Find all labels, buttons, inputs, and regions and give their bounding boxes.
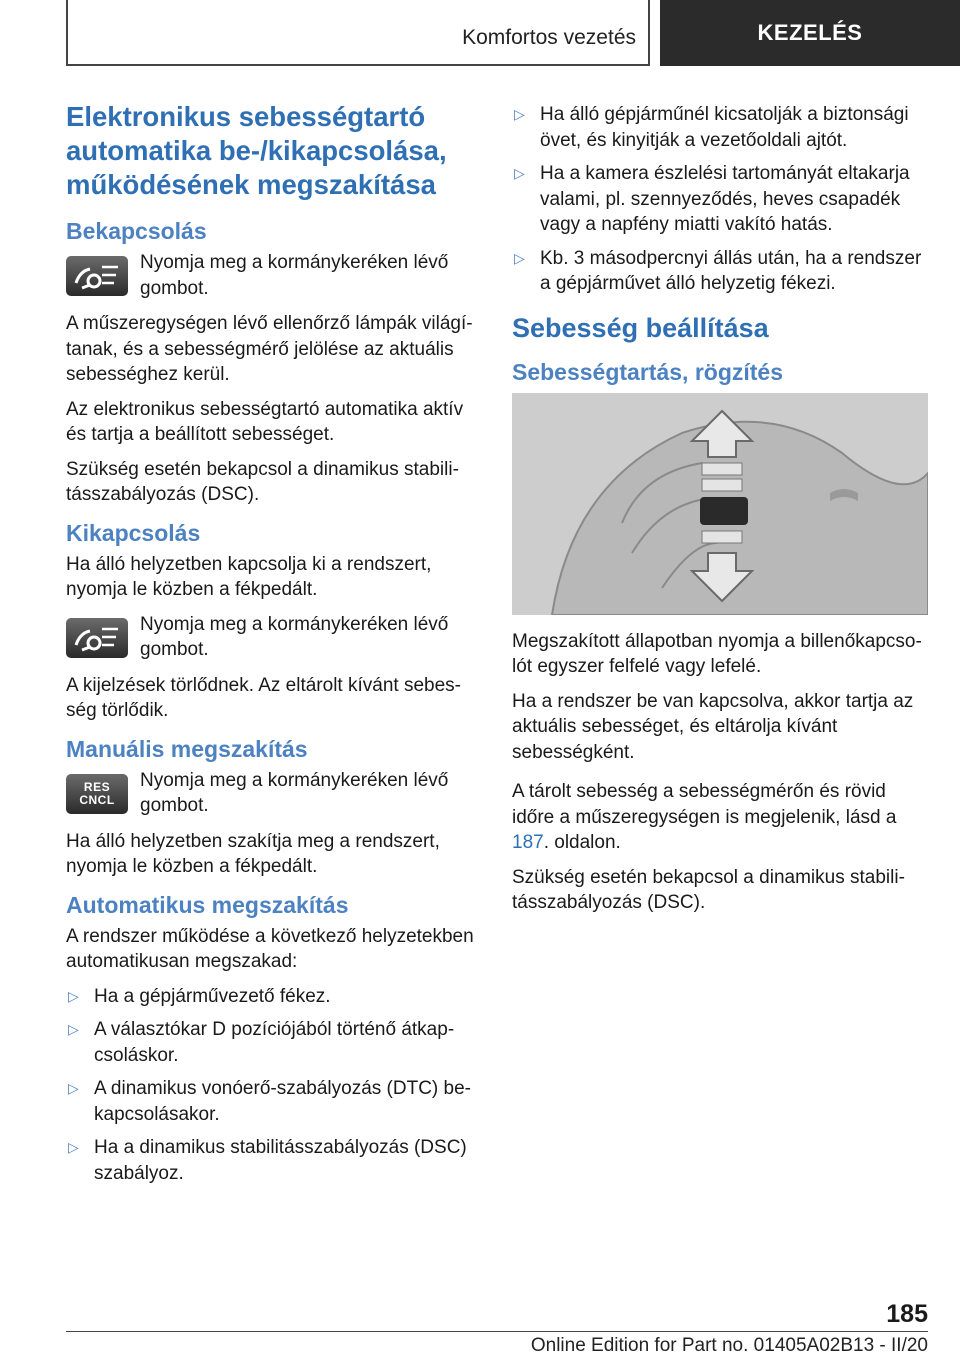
heading-off: Kikapcsolás: [66, 519, 201, 546]
steering-wheel-rocker-illustration: [512, 393, 928, 615]
list-item: ▷ A dinamikus vonóerő-szabályozás (DTC) bekapcsolásakor.: [68, 1078, 471, 1125]
manual-instruction-text: Nyomja meg a kormánykeréken lévő gombot.: [140, 769, 449, 816]
cruise-control-button-icon: [66, 256, 128, 296]
footer-edition: Online Edition for Part no. 01405A02B13 - II/20: [530, 1335, 928, 1356]
main-heading: Elektronikus sebességtartó automatika be-/kikapcsolása, működésének megszakítása: [66, 101, 447, 200]
section-title: Komfortos vezetés: [462, 26, 636, 49]
on-instruction-text: Nyomja meg a kormánykeréken lévő gombot.: [140, 252, 449, 299]
triangle-bullet-icon: ▷: [514, 165, 525, 181]
left-column: [66, 100, 478, 1194]
triangle-bullet-icon: ▷: [514, 106, 525, 122]
list-item: ▷ A választókar D pozíciójából történő átkapcsoláskor.: [68, 1019, 455, 1066]
list-item: ▷ Ha a dinamikus stabilitásszabályozás (DSC) szabályoz.: [68, 1137, 467, 1184]
manual-paragraph-1: Ha álló helyzetben szakítja meg a rendszert, nyomja le közben a fékpedált.: [66, 830, 440, 877]
list-item: ▷ Ha a kamera észlelési tartományát eltakarja valami, pl. szennyeződés, heves csapadék vagy a napfény miatti vakító hatás.: [514, 163, 910, 235]
heading-auto: Automatikus megszakítás: [66, 891, 349, 918]
cncl-label: CNCL: [79, 792, 115, 807]
header-rule-bottom: [66, 64, 650, 66]
on-paragraph-2: Az elektronikus sebességtartó automatika aktív és tartja a beállított sebességet.: [66, 398, 464, 445]
heading-speed-setting: Sebesség beállítása: [512, 312, 769, 343]
hold-paragraph-1: Megszakított állapotban nyomja a billenőkapcsolót egyszer felfelé vagy lefelé.: [512, 630, 922, 677]
off-instruction-text: Nyomja meg a kormánykeréken lévő gombot.: [140, 613, 449, 660]
on-paragraph-3: Szükség esetén bekapcsol a dinamikus stabilitásszabályozás (DSC).: [66, 458, 459, 505]
hold-paragraph-4: Szükség esetén bekapcsol a dinamikus stabilitásszabályozás (DSC).: [512, 866, 905, 913]
right-column: [512, 100, 928, 925]
res-cncl-button-icon: [66, 774, 128, 814]
heading-on: Bekapcsolás: [66, 218, 207, 244]
hold-paragraph-3: A tárolt sebesség a sebességmérőn és rövid időre a műszeregységen is megjelenik, lásd a 187. oldalon.: [512, 781, 897, 853]
triangle-bullet-icon: ▷: [68, 987, 79, 1004]
triangle-bullet-icon: ▷: [514, 249, 525, 266]
heading-speed-hold: Sebességtartás, rögzítés: [512, 358, 784, 385]
triangle-bullet-icon: ▷: [68, 1021, 79, 1037]
chapter-tab: KEZELÉS: [660, 0, 960, 66]
off-paragraph-2: A kijelzések törlődnek. Az eltárolt kívánt sebesség törlődik.: [66, 674, 461, 721]
triangle-bullet-icon: ▷: [68, 1139, 79, 1155]
list-item: ▷ Ha a gépjárművezető fékez.: [66, 984, 478, 1010]
footer-rule: [66, 1331, 928, 1332]
page-reference-link[interactable]: 187: [512, 832, 544, 853]
list-item: ▷ Ha álló gépjárműnél kicsatolják a biztonsági övet, és kinyitják a vezetőoldali ajtót.: [514, 104, 909, 151]
icon-instruction-on: [66, 250, 478, 301]
icon-instruction-manual: [66, 768, 478, 819]
list-item: ▷ Kb. 3 másodpercnyi állás után, ha a rendszer a gépjárművet álló helyzetig fékezi.: [514, 247, 922, 294]
header-rule-middle: [648, 0, 650, 66]
icon-instruction-off: [66, 612, 478, 663]
res-label: RES: [83, 779, 111, 794]
triangle-bullet-icon: ▷: [68, 1080, 79, 1096]
auto-list-continued: [512, 102, 928, 297]
page-number: 185: [886, 1300, 928, 1328]
hold-paragraph-2: Ha a rendszer be van kapcsolva, akkor tartja az aktuális sebességet, és eltárolja kívánt sebességként.: [512, 690, 914, 763]
auto-list: [66, 984, 478, 1187]
on-paragraph-1: A műszeregységen lévő ellenőrző lámpák világítanak, és a sebességmérő jelölése az aktuális sebességhez kerül.: [66, 313, 473, 385]
auto-paragraph-1: A rendszer működése a következő helyzetekben automatikusan megszakad:: [66, 925, 474, 972]
heading-manual: Manuális megszakítás: [66, 735, 308, 762]
cruise-control-button-icon: [66, 618, 128, 658]
off-paragraph-1: Ha álló helyzetben kapcsolja ki a rendszert, nyomja le közben a fékpedált.: [66, 553, 432, 600]
